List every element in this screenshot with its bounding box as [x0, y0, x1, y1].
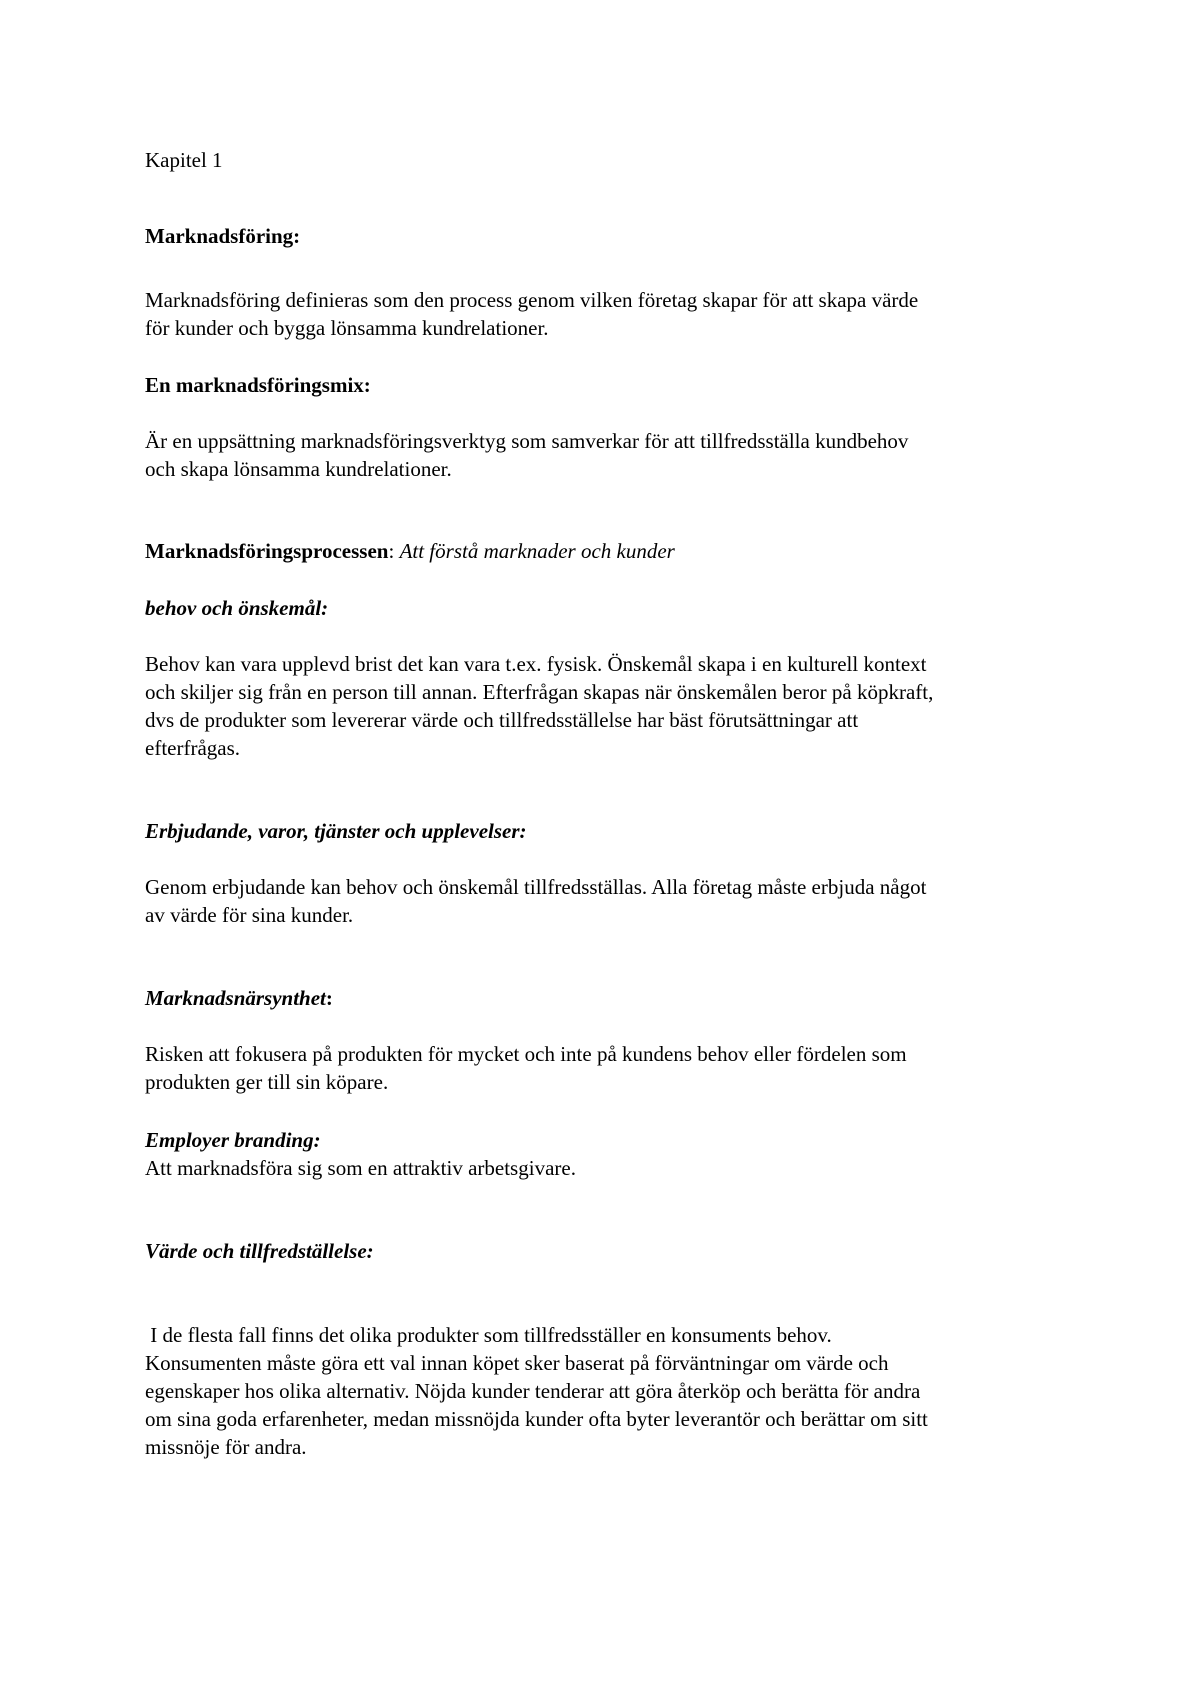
- paragraph-line: Risken att fokusera på produkten för mycket och inte på kundens behov eller fördelen som: [145, 1042, 907, 1066]
- paragraph-line: och skiljer sig från en person till annan. Efterfrågan skapas när önskemålen beror på köpkraft,: [145, 680, 934, 704]
- paragraph-line: efterfrågas.: [145, 736, 241, 760]
- paragraph-line: Att marknadsföra sig som en attraktiv arbetsgivare.: [145, 1156, 576, 1180]
- chapter-label: Kapitel 1: [145, 148, 223, 172]
- paragraph-line: missnöje för andra.: [145, 1435, 307, 1459]
- paragraph-line: för kunder och bygga lönsamma kundrelationer.: [145, 316, 549, 340]
- heading-marknadsforingsmix: En marknadsföringsmix:: [145, 373, 371, 397]
- paragraph-line: Är en uppsättning marknadsföringsverktyg som samverkar för att tillfredsställa kundbehov: [145, 429, 909, 453]
- paragraph-line: egenskaper hos olika alternativ. Nöjda kunder tenderar att göra återköp och berätta för andra: [145, 1379, 921, 1403]
- paragraph-line: dvs de produkter som levererar värde och tillfredsställelse har bäst förutsättningar att: [145, 708, 859, 732]
- paragraph-line: och skapa lönsamma kundrelationer.: [145, 457, 452, 481]
- paragraph-line: Konsumenten måste göra ett val innan köpet sker baserat på förväntningar om värde och: [145, 1351, 889, 1375]
- narsynthet-heading: Marknadsnärsynthet: [145, 986, 326, 1010]
- narsynthet-colon: :: [325, 986, 333, 1010]
- process-subtitle: Att förstå marknader och kunder: [399, 539, 675, 563]
- heading-marknadsnarsynthet: [145, 984, 1085, 1012]
- heading-marknadsforingsprocessen: [145, 537, 1085, 565]
- process-heading: Marknadsföringsprocessen: [145, 539, 389, 563]
- heading-marknadsforing: Marknadsföring:: [145, 224, 301, 248]
- paragraph-line: av värde för sina kunder.: [145, 903, 354, 927]
- heading-varde: Värde och tillfredställelse:: [145, 1239, 374, 1263]
- heading-erbjudande: Erbjudande, varor, tjänster och upplevelser:: [145, 819, 527, 843]
- process-separator: :: [388, 539, 400, 563]
- paragraph-line: Marknadsföring definieras som den process genom vilken företag skapar för att skapa värde: [145, 288, 919, 312]
- paragraph-line: Behov kan vara upplevd brist det kan vara t.ex. fysisk. Önskemål skapa i en kulturell kontext: [145, 652, 927, 676]
- heading-employer-branding: Employer branding:: [145, 1128, 321, 1152]
- paragraph-line: om sina goda erfarenheter, medan missnöjda kunder ofta byter leverantör och berättar om sitt: [145, 1407, 928, 1431]
- paragraph-line: I de flesta fall finns det olika produkter som tillfredsställer en konsuments behov.: [145, 1323, 832, 1347]
- paragraph-line: Genom erbjudande kan behov och önskemål tillfredsställas. Alla företag måste erbjuda något: [145, 875, 927, 899]
- heading-behov: behov och önskemål:: [145, 596, 329, 620]
- paragraph-line: produkten ger till sin köpare.: [145, 1070, 389, 1094]
